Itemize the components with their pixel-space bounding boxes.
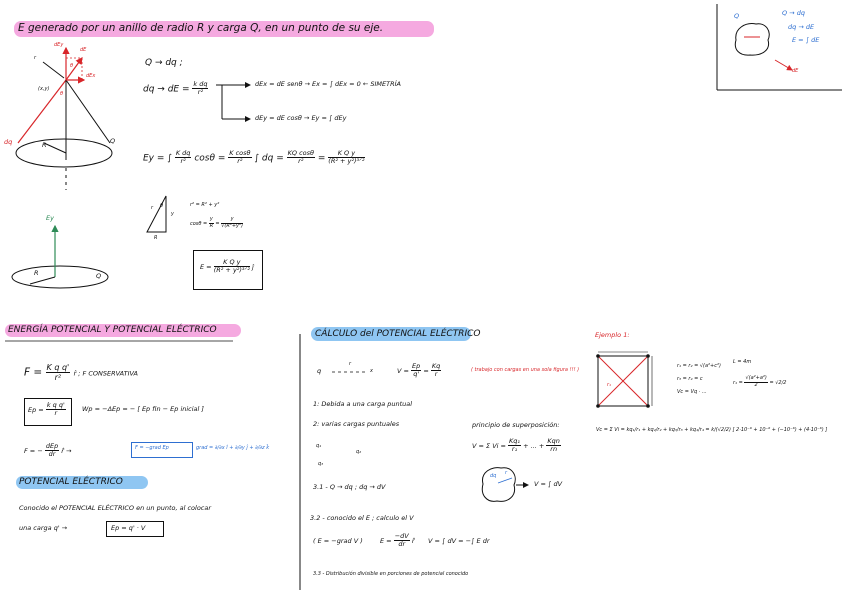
calc-32-eq1: ( E = −grad V ) bbox=[313, 537, 363, 545]
fgrad-formula: F = − dEp dr r̂ → bbox=[24, 442, 72, 459]
tri-eq1: r² = R² + y² bbox=[190, 202, 220, 208]
calc-pt1: q₁ bbox=[316, 443, 322, 449]
ejemplo-square-lines bbox=[598, 352, 652, 406]
calc-item33: 3.3 - Distribución divisible en porciones de potencial conocido bbox=[313, 571, 469, 577]
label-theta-top: θ bbox=[70, 63, 74, 69]
calc-item2: 2: varias cargas puntuales bbox=[313, 420, 400, 428]
label-R: R bbox=[42, 141, 47, 149]
tri-r: r bbox=[151, 205, 154, 211]
inset-line2: dq → dE bbox=[788, 23, 815, 31]
label-R2: R bbox=[34, 269, 39, 277]
inset-line3: E = ∫ dE bbox=[792, 36, 820, 44]
tri-R: R bbox=[154, 235, 158, 241]
label-Ey-axis: Ey bbox=[46, 214, 54, 222]
ejemplo-side: L = 4m bbox=[733, 359, 752, 365]
blob-dq: dq bbox=[490, 473, 497, 479]
calc-x: x bbox=[370, 368, 373, 374]
label-point: (x,y) bbox=[38, 86, 50, 92]
branch-lines bbox=[216, 85, 250, 119]
result-formula: E = K Q y (R² + y²)³ᐟ² ĵ bbox=[200, 258, 254, 275]
branch-top: dEx = dE senθ → Ex = ∫ dEx = 0 ← SIMETRÍA bbox=[255, 80, 401, 88]
calc-r: r bbox=[349, 361, 352, 367]
section4-title: CÁLCULO del POTENCIAL ELÉCTRICO bbox=[315, 329, 481, 339]
ejemplo-d2: r₃ = r₄ = c bbox=[677, 376, 703, 382]
calc-item31: 3.1 - Q → dq ; dq → dV bbox=[313, 483, 386, 491]
superpos-eq: V = Σ Vi = $\frac{\text{Kq₁}}{\text{r₁}}$ + ... + Kqn rn bbox=[472, 437, 560, 454]
branch-bottom: dEy = dE cosθ → Ey = ∫ dEy bbox=[255, 114, 347, 122]
label-r: r bbox=[34, 55, 37, 61]
inset-line1: Q → dq bbox=[782, 9, 805, 17]
ring-diagram-lines bbox=[16, 48, 112, 190]
ejemplo-title: Ejemplo 1: bbox=[595, 331, 630, 339]
potencial-line1: Conocido el POTENCIAL ELÉCTRICO en un punto, al colocar bbox=[19, 504, 212, 512]
tri-y: y bbox=[171, 211, 174, 217]
triangle-lines bbox=[147, 196, 166, 232]
calc-item32: 3.2 - conocido el E ; calculo el V bbox=[310, 514, 414, 522]
label-dEx: dEx bbox=[86, 73, 96, 79]
calc-red-note: ( trabajo con cargas en una sola figura !!! ) bbox=[471, 367, 580, 373]
inset-de-label: dE bbox=[792, 68, 799, 74]
calc-32-eq3: V = ∫ dV = −∫ E dr bbox=[428, 537, 490, 545]
label-Q2: Q bbox=[96, 272, 102, 280]
grad-def: grad = ∂/∂x î + ∂/∂y ĵ + ∂/∂z k̂ bbox=[196, 445, 270, 451]
ejemplo-d3: Vc = Vq · ... bbox=[677, 389, 707, 395]
ejemplo-r1: r₁ = $\frac{\text{√(a²+a²)}}{2}$ = √2/2 bbox=[733, 375, 787, 388]
ep-qv-text: Ep = q' · V bbox=[111, 524, 146, 532]
tri-theta: θ bbox=[160, 203, 164, 209]
label-Q: Q bbox=[110, 137, 116, 145]
label-dq: dq bbox=[4, 138, 13, 146]
calc-32-eq2: E = $\frac{-dV}{dr}$ r̂ bbox=[380, 532, 415, 549]
fgrad-box-text: F = −grad Ep bbox=[135, 445, 169, 451]
section2-title: ENERGÍA POTENCIAL Y POTENCIAL ELÉCTRICO bbox=[8, 325, 217, 335]
calc-item1: 1: Debida a una carga puntual bbox=[313, 400, 413, 408]
ejemplo-vsum: Vc = Σ Vi = kq₁/r₁ + kq₂/r₂ + kq₃/r₃ + kq₄/r₄ = k/(√2/2) [ 2·10⁻⁶ + 10⁻⁶ + (−10⁻⁶) + (4·10⁻⁶) ] bbox=[596, 427, 828, 433]
ring-eq2: dq → dE = $\frac{\text{k dq}}{\text{r²}}$ bbox=[143, 80, 208, 97]
ey-derivation: Ey = ∫ $\frac{\text{K dq}}{\text{r²}}$ cosθ = $\frac{\text{K cosθ}}{\text{r²}}$ ∫ dq = $\frac{\text{KQ cosθ}}{\text{r²}}$ = K Q y (R² + y²)³ᐟ² bbox=[143, 149, 365, 166]
wp-formula: Wp = −ΔEp = − [ Ep fin − Ep inicial ] bbox=[82, 405, 204, 413]
ring2-lines bbox=[12, 226, 108, 288]
potencial-line2: una carga q' → bbox=[19, 524, 68, 532]
tri-eq2: cosθ = $\frac{y}{R}$ = $\frac{y}{\text{√(R²+y²)}}$ bbox=[190, 216, 243, 229]
ep-formula: Ep = $\frac{\text{k q q'}}{r}$ bbox=[28, 401, 65, 418]
ejemplo-diag-r1: r₁ bbox=[607, 382, 612, 388]
section1-title: E generado por un anillo de radio R y carga Q, en un punto de su eje. bbox=[18, 22, 384, 34]
calc-v-formula: V = $\frac{Ep}{q'}$ = $\frac{Kq}{r}$ bbox=[397, 362, 441, 379]
label-theta-mid: θ bbox=[60, 91, 64, 97]
calc-pt2: q₂ bbox=[356, 449, 362, 455]
f-coulomb: F = $\frac{\text{K q q'}}{\text{r²}}$ r̂ ; F CONSERVATIVA bbox=[24, 363, 138, 383]
section3-title: POTENCIAL ELÉCTRICO bbox=[19, 477, 123, 487]
calc-v-int: V = ∫ dV bbox=[534, 480, 563, 488]
ejemplo-d1: r₁ = r₂ = √(a²+c²) bbox=[677, 363, 721, 369]
ring-eq1: Q → dq ; bbox=[145, 58, 183, 68]
label-dEy: dEy bbox=[54, 42, 64, 48]
calc-pt3: q₃ bbox=[318, 461, 324, 467]
inset-q-label: Q bbox=[734, 12, 740, 20]
superpos-title: principio de superposición: bbox=[472, 421, 560, 429]
label-dE: dE bbox=[80, 47, 87, 53]
calc-q: q bbox=[317, 367, 322, 375]
blob-r: r bbox=[505, 470, 508, 476]
